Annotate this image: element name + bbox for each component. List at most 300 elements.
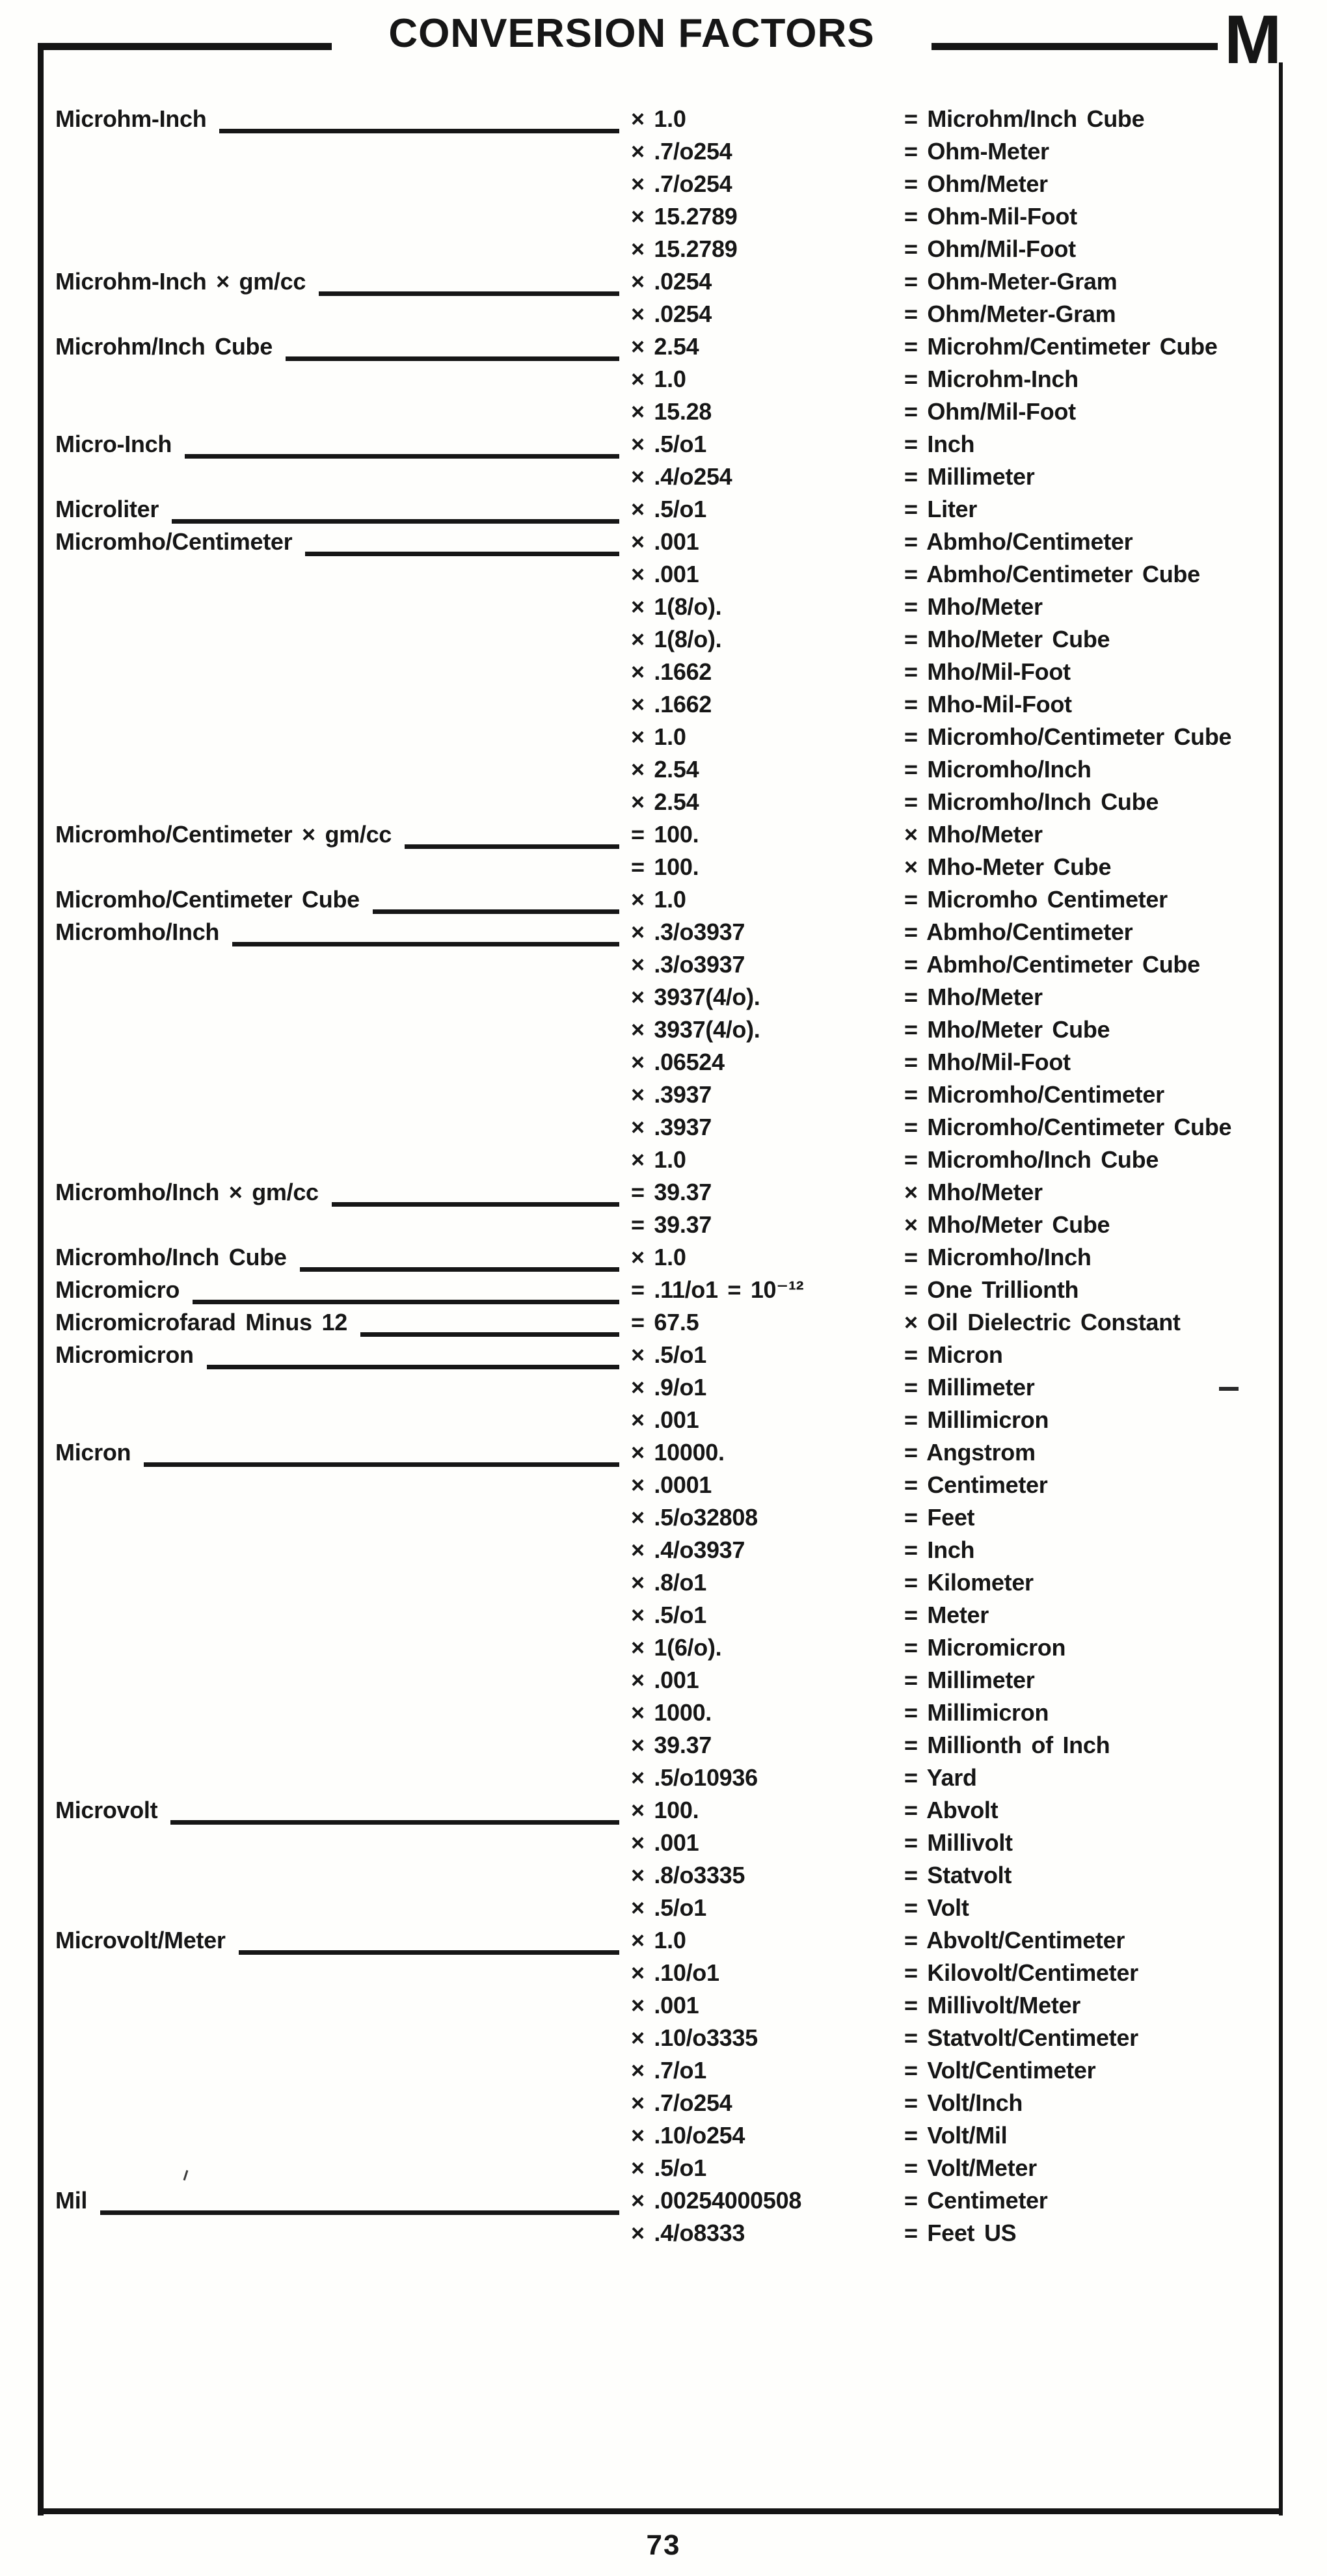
conversion-factor: × .5/o1 — [631, 1341, 706, 1368]
conversion-factor: × 2.54 — [631, 756, 699, 783]
unit-name-cell — [55, 363, 631, 396]
table-row — [55, 623, 1262, 656]
frame-left-border — [38, 43, 44, 2516]
conversion-table — [55, 103, 1262, 2249]
unit-name-cell — [55, 721, 631, 753]
leader-line — [100, 2184, 619, 2215]
unit-name-cell — [55, 1339, 631, 1371]
table-row — [55, 265, 1262, 298]
table-row — [55, 493, 1262, 526]
unit-name-cell — [55, 1534, 631, 1566]
conversion-result: = Microhm/Inch Cube — [904, 105, 1145, 132]
table-row — [55, 558, 1262, 591]
unit-name: Micromho/Centimeter × gm/cc — [55, 821, 392, 848]
conversion-factor: × .10/o1 — [631, 1959, 719, 1986]
table-row — [55, 2184, 1262, 2217]
conversion-result: = Ohm/Mil-Foot — [904, 398, 1076, 425]
conversion-factor: × .5/o1 — [631, 2154, 706, 2181]
table-row — [55, 2217, 1262, 2249]
unit-name-cell — [55, 135, 631, 168]
conversion-factor: × .3937 — [631, 1081, 712, 1108]
conversion-factor: = 100. — [631, 853, 699, 880]
unit-name-cell — [55, 1794, 631, 1827]
unit-name-cell — [55, 1729, 631, 1762]
conversion-result: = Centimeter — [904, 1471, 1048, 1498]
unit-name-cell — [55, 1046, 631, 1079]
conversion-result: = Millivolt — [904, 1829, 1013, 1856]
conversion-factor: × .06524 — [631, 1049, 725, 1075]
leader-line — [405, 818, 619, 849]
unit-name: Micromicrofarad Minus 12 — [55, 1309, 347, 1335]
conversion-result: × Mho-Meter Cube — [904, 853, 1112, 880]
conversion-factor: × .00254000508 — [631, 2187, 802, 2214]
conversion-result: = Abvolt/Centimeter — [904, 1927, 1125, 1953]
unit-name-cell — [55, 1111, 631, 1144]
table-row — [55, 1046, 1262, 1079]
table-row — [55, 135, 1262, 168]
conversion-result: = Micromho/Inch — [904, 1244, 1092, 1270]
unit-name: Microhm/Inch Cube — [55, 333, 273, 360]
leader-line — [144, 1436, 619, 1467]
unit-name: Micromho/Centimeter Cube — [55, 886, 360, 913]
unit-name-cell — [55, 2184, 631, 2217]
conversion-result: = Statvolt — [904, 1862, 1012, 1888]
table-row — [55, 526, 1262, 558]
unit-name-cell — [55, 623, 631, 656]
unit-name: Micromho/Inch — [55, 919, 220, 945]
conversion-factor: × 3937(4/o). — [631, 984, 760, 1010]
conversion-result: = Kilovolt/Centimeter — [904, 1959, 1138, 1986]
conversion-factor: × .001 — [631, 528, 699, 555]
unit-name-cell — [55, 1306, 631, 1339]
table-row — [55, 1241, 1262, 1274]
conversion-result: = Mho/Meter — [904, 593, 1043, 620]
unit-name-cell — [55, 1469, 631, 1501]
conversion-result: = Volt/Inch — [904, 2089, 1023, 2116]
unit-name-cell — [55, 1079, 631, 1111]
conversion-result: = Mho/Meter Cube — [904, 626, 1110, 652]
unit-name-cell — [55, 1892, 631, 1924]
conversion-result: = Mho/Mil-Foot — [904, 658, 1071, 685]
unit-name-cell — [55, 396, 631, 428]
unit-name-cell — [55, 526, 631, 558]
conversion-result: = One Trillionth — [904, 1276, 1079, 1303]
unit-name-cell — [55, 1924, 631, 1957]
unit-name-cell — [55, 1989, 631, 2022]
conversion-factor: × 1(6/o). — [631, 1634, 722, 1661]
unit-name: Micromho/Centimeter — [55, 528, 293, 555]
conversion-factor: × 1(8/o). — [631, 626, 722, 652]
table-row — [55, 2054, 1262, 2087]
table-row — [55, 916, 1262, 948]
unit-name: Microliter — [55, 496, 159, 522]
unit-name: Micromho/Inch Cube — [55, 1244, 287, 1270]
unit-name-cell — [55, 1566, 631, 1599]
table-row — [55, 363, 1262, 396]
conversion-factor: × .3/o3937 — [631, 919, 745, 945]
unit-name-cell — [55, 428, 631, 461]
conversion-factor: × .001 — [631, 1667, 699, 1693]
section-letter-tab: M — [1224, 1, 1282, 78]
leader-line — [300, 1241, 619, 1272]
table-row — [55, 753, 1262, 786]
unit-name-cell — [55, 948, 631, 981]
conversion-result: = Micromho/Centimeter — [904, 1081, 1164, 1108]
conversion-factor: × .10/o3335 — [631, 2024, 758, 2051]
table-row — [55, 330, 1262, 363]
leader-line — [170, 1794, 619, 1825]
leader-line — [319, 265, 619, 296]
conversion-factor: × 39.37 — [631, 1732, 712, 1758]
conversion-result: = Yard — [904, 1764, 977, 1791]
table-row — [55, 1534, 1262, 1566]
conversion-factor: × .8/o3335 — [631, 1862, 745, 1888]
unit-name-cell — [55, 851, 631, 883]
frame-top-rule-right — [932, 43, 1218, 50]
page-number: 73 — [646, 2529, 681, 2561]
unit-name-cell — [55, 1371, 631, 1404]
unit-name-cell — [55, 1762, 631, 1794]
conversion-factor: × .10/o254 — [631, 2122, 745, 2149]
unit-name-cell — [55, 786, 631, 818]
conversion-factor: × .8/o1 — [631, 1569, 706, 1596]
conversion-factor: × .0254 — [631, 268, 712, 295]
table-row — [55, 1404, 1262, 1436]
unit-name-cell — [55, 265, 631, 298]
unit-name: Mil — [55, 2187, 88, 2214]
table-row — [55, 168, 1262, 200]
conversion-result: = Centimeter — [904, 2187, 1048, 2214]
conversion-result: = Micromho Centimeter — [904, 886, 1168, 913]
conversion-factor: × 1.0 — [631, 723, 686, 750]
table-row — [55, 396, 1262, 428]
conversion-factor: × .1662 — [631, 691, 712, 718]
conversion-result: = Millivolt/Meter — [904, 1992, 1080, 2019]
unit-name-cell — [55, 1144, 631, 1176]
table-row — [55, 1892, 1262, 1924]
table-row — [55, 103, 1262, 135]
conversion-result: = Mho/Meter — [904, 984, 1043, 1010]
unit-name-cell — [55, 916, 631, 948]
table-row — [55, 1957, 1262, 1989]
conversion-result: = Millionth of Inch — [904, 1732, 1110, 1758]
conversion-result: = Abvolt — [904, 1797, 999, 1823]
unit-name-cell — [55, 656, 631, 688]
conversion-factor: × 100. — [631, 1797, 699, 1823]
conversion-result: = Millimeter — [904, 463, 1035, 490]
conversion-result: = Millimicron — [904, 1699, 1049, 1726]
table-row — [55, 1339, 1262, 1371]
table-row — [55, 2087, 1262, 2119]
conversion-factor: × .0254 — [631, 301, 712, 327]
unit-name-cell — [55, 493, 631, 526]
unit-name: Micromho/Inch × gm/cc — [55, 1179, 319, 1205]
conversion-result: = Inch — [904, 431, 975, 457]
conversion-factor: × .4/o254 — [631, 463, 732, 490]
leader-line — [172, 493, 619, 524]
conversion-result: = Feet US — [904, 2220, 1017, 2246]
conversion-factor: × .4/o8333 — [631, 2220, 745, 2246]
leader-line — [239, 1924, 619, 1955]
conversion-result: = Abmho/Centimeter — [904, 528, 1133, 555]
leader-line — [360, 1306, 619, 1337]
table-row — [55, 948, 1262, 981]
scan-artifact-dash — [1219, 1387, 1239, 1391]
table-row — [55, 1176, 1262, 1209]
table-row — [55, 656, 1262, 688]
conversion-factor: × .001 — [631, 1992, 699, 2019]
unit-name-cell — [55, 2119, 631, 2152]
unit-name-cell — [55, 1957, 631, 1989]
unit-name-cell — [55, 2022, 631, 2054]
unit-name-cell — [55, 2087, 631, 2119]
conversion-factor: × 10000. — [631, 1439, 725, 1466]
unit-name-cell — [55, 688, 631, 721]
conversion-result: = Micromho/Centimeter Cube — [904, 1114, 1232, 1140]
conversion-factor: × .7/o254 — [631, 170, 732, 197]
leader-line — [373, 883, 619, 914]
table-row — [55, 2152, 1262, 2184]
conversion-factor: × .5/o1 — [631, 1602, 706, 1628]
leader-line — [219, 103, 619, 133]
unit-name: Micromicron — [55, 1341, 194, 1368]
conversion-factor: × 15.2789 — [631, 235, 738, 262]
conversion-result: = Abmho/Centimeter Cube — [904, 951, 1200, 978]
table-row — [55, 1469, 1262, 1501]
table-row — [55, 818, 1262, 851]
unit-name-cell — [55, 1274, 631, 1306]
unit-name-cell — [55, 2152, 631, 2184]
table-row — [55, 1631, 1262, 1664]
conversion-result: = Abmho/Centimeter Cube — [904, 561, 1200, 587]
conversion-factor: × .7/o254 — [631, 138, 732, 165]
conversion-factor: × 15.2789 — [631, 203, 738, 230]
conversion-factor: × 1(8/o). — [631, 593, 722, 620]
table-row — [55, 1436, 1262, 1469]
conversion-result: = Millimeter — [904, 1374, 1035, 1401]
conversion-factor: × .5/o1 — [631, 496, 706, 522]
table-row — [55, 1729, 1262, 1762]
table-row — [55, 1209, 1262, 1241]
conversion-factor: × 1.0 — [631, 105, 686, 132]
conversion-factor: × .3/o3937 — [631, 951, 745, 978]
conversion-factor: × .4/o3937 — [631, 1536, 745, 1563]
conversion-factor: = 67.5 — [631, 1309, 699, 1335]
conversion-factor: × .7/o1 — [631, 2057, 706, 2084]
conversion-result: × Mho/Meter Cube — [904, 1211, 1110, 1238]
conversion-result: = Inch — [904, 1536, 975, 1563]
leader-line — [207, 1339, 619, 1369]
conversion-factor: × .001 — [631, 561, 699, 587]
table-row — [55, 428, 1262, 461]
conversion-factor: × .3937 — [631, 1114, 712, 1140]
conversion-result: = Mho/Mil-Foot — [904, 1049, 1071, 1075]
conversion-factor: = 39.37 — [631, 1179, 712, 1205]
conversion-result: = Ohm-Meter-Gram — [904, 268, 1118, 295]
conversion-result: = Ohm/Mil-Foot — [904, 235, 1076, 262]
unit-name-cell — [55, 103, 631, 135]
unit-name-cell — [55, 2217, 631, 2249]
table-row — [55, 233, 1262, 265]
conversion-factor: × 2.54 — [631, 333, 699, 360]
table-row — [55, 786, 1262, 818]
table-row — [55, 1371, 1262, 1404]
unit-name-cell — [55, 1013, 631, 1046]
conversion-factor: × .5/o1 — [631, 431, 706, 457]
conversion-result: × Oil Dielectric Constant — [904, 1309, 1181, 1335]
table-row — [55, 1989, 1262, 2022]
leader-line — [305, 526, 619, 556]
conversion-factor: × .5/o1 — [631, 1894, 706, 1921]
conversion-result: × Mho/Meter — [904, 821, 1043, 848]
conversion-result: = Micromho/Inch Cube — [904, 1146, 1159, 1173]
unit-name-cell — [55, 1404, 631, 1436]
conversion-factor: × .5/o10936 — [631, 1764, 758, 1791]
unit-name-cell — [55, 883, 631, 916]
conversion-result: = Liter — [904, 496, 977, 522]
unit-name: Microhm-Inch × gm/cc — [55, 268, 306, 295]
leader-line — [232, 916, 619, 946]
unit-name-cell — [55, 1176, 631, 1209]
table-row — [55, 1599, 1262, 1631]
conversion-factor: = 100. — [631, 821, 699, 848]
unit-name-cell — [55, 1827, 631, 1859]
unit-name-cell — [55, 1859, 631, 1892]
conversion-result: = Volt/Centimeter — [904, 2057, 1096, 2084]
conversion-factor: × 1.0 — [631, 1927, 686, 1953]
conversion-result: = Millimeter — [904, 1667, 1035, 1693]
frame-right-border — [1279, 62, 1283, 2516]
conversion-result: × Mho/Meter — [904, 1179, 1043, 1205]
conversion-factor: × .001 — [631, 1829, 699, 1856]
unit-name-cell — [55, 1664, 631, 1697]
unit-name: Microvolt — [55, 1797, 158, 1823]
conversion-result: = Ohm-Mil-Foot — [904, 203, 1077, 230]
conversion-factor: × 1.0 — [631, 1244, 686, 1270]
conversion-factor: × .5/o32808 — [631, 1504, 758, 1531]
table-row — [55, 2119, 1262, 2152]
table-row — [55, 1274, 1262, 1306]
unit-name: Micro-Inch — [55, 431, 172, 457]
conversion-result: = Mho/Meter Cube — [904, 1016, 1110, 1043]
page-title: CONVERSION FACTORS — [388, 11, 875, 56]
unit-name: Microvolt/Meter — [55, 1927, 226, 1953]
table-row — [55, 1144, 1262, 1176]
leader-line — [185, 428, 619, 459]
conversion-factor: = .11/o1 = 10⁻¹² — [631, 1276, 804, 1303]
table-row — [55, 1697, 1262, 1729]
frame-top-rule-left — [38, 43, 332, 50]
conversion-result: = Microhm/Centimeter Cube — [904, 333, 1218, 360]
conversion-factor: × 1000. — [631, 1699, 712, 1726]
conversion-result: = Micromho/Inch Cube — [904, 788, 1159, 815]
unit-name-cell — [55, 558, 631, 591]
conversion-result: = Micromicron — [904, 1634, 1066, 1661]
conversion-factor: × .9/o1 — [631, 1374, 706, 1401]
conversion-factor: × .7/o254 — [631, 2089, 732, 2116]
unit-name-cell — [55, 200, 631, 233]
unit-name: Micron — [55, 1439, 131, 1466]
unit-name: Microhm-Inch — [55, 105, 207, 132]
unit-name-cell — [55, 168, 631, 200]
unit-name: Micromicro — [55, 1276, 180, 1303]
table-row — [55, 591, 1262, 623]
conversion-result: = Millimicron — [904, 1406, 1049, 1433]
conversion-result: = Mho-Mil-Foot — [904, 691, 1072, 718]
conversion-factor: × 1.0 — [631, 366, 686, 392]
unit-name-cell — [55, 1599, 631, 1631]
table-row — [55, 1306, 1262, 1339]
leader-line — [193, 1274, 619, 1304]
conversion-result: = Angstrom — [904, 1439, 1036, 1466]
conversion-result: = Volt/Meter — [904, 2154, 1037, 2181]
conversion-factor: = 39.37 — [631, 1211, 712, 1238]
conversion-result: = Statvolt/Centimeter — [904, 2024, 1138, 2051]
conversion-result: = Meter — [904, 1602, 989, 1628]
table-row — [55, 1013, 1262, 1046]
conversion-factor: × .0001 — [631, 1471, 712, 1498]
conversion-result: = Micromho/Inch — [904, 756, 1092, 783]
table-row — [55, 1664, 1262, 1697]
unit-name-cell — [55, 330, 631, 363]
table-row — [55, 688, 1262, 721]
table-row — [55, 461, 1262, 493]
table-row — [55, 1859, 1262, 1892]
unit-name-cell — [55, 461, 631, 493]
conversion-result: = Abmho/Centimeter — [904, 919, 1133, 945]
conversion-result: = Volt/Mil — [904, 2122, 1008, 2149]
table-row — [55, 1762, 1262, 1794]
conversion-factor: × .1662 — [631, 658, 712, 685]
conversion-result: = Kilometer — [904, 1569, 1034, 1596]
table-row — [55, 1827, 1262, 1859]
unit-name-cell — [55, 981, 631, 1013]
conversion-result: = Microhm-Inch — [904, 366, 1079, 392]
table-row — [55, 1794, 1262, 1827]
table-row — [55, 851, 1262, 883]
unit-name-cell — [55, 2054, 631, 2087]
unit-name-cell — [55, 1209, 631, 1241]
unit-name-cell — [55, 1697, 631, 1729]
conversion-factor: × 2.54 — [631, 788, 699, 815]
leader-line — [332, 1176, 619, 1207]
unit-name-cell — [55, 1241, 631, 1274]
table-row — [55, 1079, 1262, 1111]
conversion-result: = Volt — [904, 1894, 969, 1921]
unit-name-cell — [55, 753, 631, 786]
unit-name-cell — [55, 818, 631, 851]
leader-line — [286, 330, 619, 361]
table-row — [55, 2022, 1262, 2054]
conversion-result: = Ohm-Meter — [904, 138, 1049, 165]
conversion-result: = Micromho/Centimeter Cube — [904, 723, 1232, 750]
table-row — [55, 298, 1262, 330]
conversion-factor: × 1.0 — [631, 886, 686, 913]
conversion-result: = Ohm/Meter-Gram — [904, 301, 1116, 327]
table-row — [55, 1924, 1262, 1957]
conversion-factor: × 3937(4/o). — [631, 1016, 760, 1043]
conversion-result: = Ohm/Meter — [904, 170, 1048, 197]
unit-name-cell — [55, 591, 631, 623]
table-row — [55, 981, 1262, 1013]
conversion-factor: × .001 — [631, 1406, 699, 1433]
table-row — [55, 1566, 1262, 1599]
table-row — [55, 883, 1262, 916]
conversion-result: = Feet — [904, 1504, 975, 1531]
unit-name-cell — [55, 233, 631, 265]
unit-name-cell — [55, 1501, 631, 1534]
table-row — [55, 1501, 1262, 1534]
